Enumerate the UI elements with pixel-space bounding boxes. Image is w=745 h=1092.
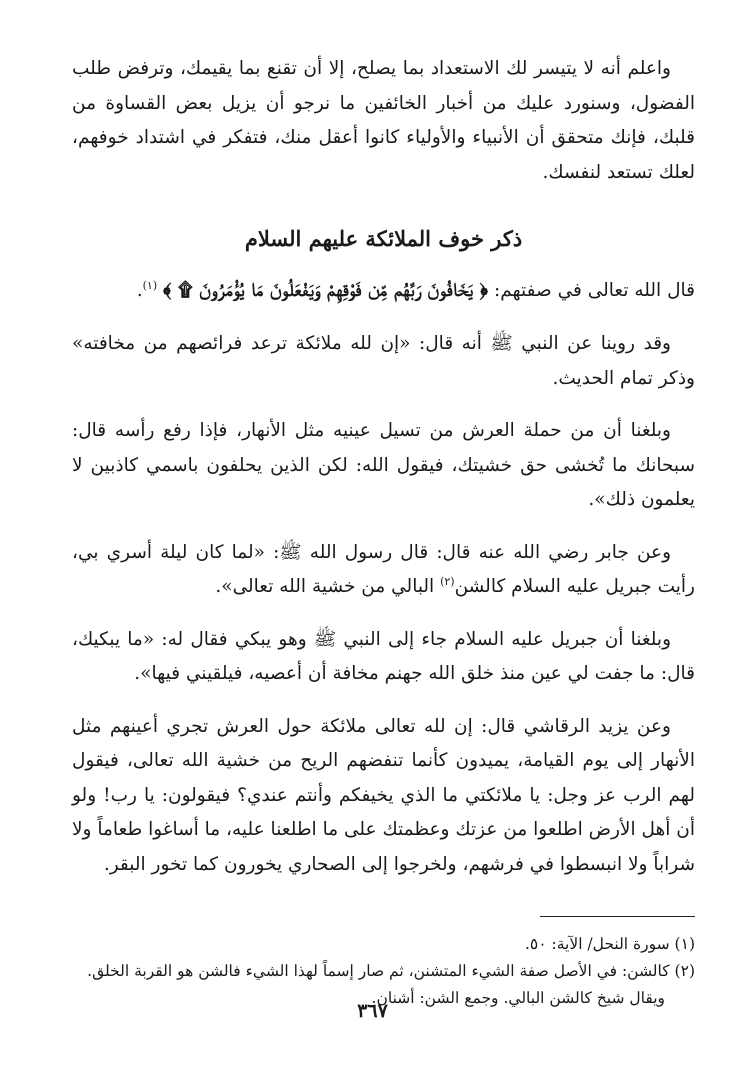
paragraph-jabir bbox=[72, 536, 695, 605]
paragraph-hadith-1-text: وقد روينا عن النبي ﷺ أنه قال: «إن لله ملائكة ترعد فرائصهم من مخافته» وذكر تمام الحديث. bbox=[72, 333, 695, 389]
paragraph-raqashi bbox=[72, 710, 695, 883]
paragraph-throne-bearers bbox=[72, 414, 695, 518]
footnote-2-continued: ويقال شيخ كالشن البالي. وجمع الشن: أشنان. bbox=[371, 989, 665, 1007]
footnote-1: (١) سورة النحل/ الآية: ٥٠. bbox=[524, 935, 695, 953]
footnote-ref-2: (٢) bbox=[440, 574, 455, 588]
footnote-2: (٢) كالشن: في الأصل صفة الشيء المتشنن، ثم صار إسماً لهذا الشيء فالشن هو القربة الخلق. bbox=[87, 962, 695, 980]
section-heading: ذكر خوف الملائكة عليهم السلام bbox=[244, 226, 523, 251]
page-body bbox=[72, 52, 695, 1012]
paragraph-raqashi-text: وعن يزيد الرقاشي قال: إن لله تعالى ملائكة حول العرش تجري أعينهم مثل الأنهار إلى يوم القيامة، يميدون كأنما تنفضهم الريح من خشية الله تعالى، فيقول لهم الرب عز وجل: يا ملائكتي ما الذي يخيفكم وأنتم عندي؟ فيقولون: يا رب! ولو أن أهل الأرض اطلعوا من عزتك وعظمتك على ما اطلعنا عليه، ما أساغوا طعاماً ولا شراباً ولا انبسطوا في فرشهم، ولخرجوا إلى الصحاري يخورون كما تخور البقر. bbox=[72, 715, 695, 875]
paragraph-jibril bbox=[72, 623, 695, 692]
footnote-ref-1: (١) bbox=[142, 278, 158, 292]
page-number: ٣٦٧ bbox=[357, 1000, 388, 1022]
footnote-divider bbox=[540, 916, 695, 917]
paragraph-jibril-text: وبلغنا أن جبريل عليه السلام جاء إلى النبي ﷺ وهو يبكي فقال له: «ما يبكيك، قال: ما جفت لي عين منذ خلق الله جهنم مخافة أن أعصيه، فيلقيني فيها». bbox=[72, 628, 695, 684]
paragraph-intro bbox=[72, 52, 695, 190]
paragraph-hadith-1 bbox=[72, 327, 695, 396]
paragraph-intro-text: واعلم أنه لا يتيسر لك الاستعداد بما يصلح، إلا أن تقنع بما يقيمك، وترفض طلب الفضول، وسنورد عليك من أخبار الخائفين ما نرجو أن يزيل بعض القساوة من قلبك، فإنك متحقق أن الأنبياء والأولياء كانوا أعقل منك، فتفكر في اشتداد خوفهم، لعلك تستعد لنفسك. bbox=[72, 58, 695, 183]
verse-intro: قال الله تعالى في صفتهم: bbox=[493, 280, 695, 301]
paragraph-jabir-text-b: البالي من خشية الله تعالى». bbox=[215, 576, 441, 597]
paragraph-jabir-text-a: وعن جابر رضي الله عنه قال: قال رسول الله ﷺ: «لما كان ليلة أسري بي، رأيت جبريل عليه السلام كالشن bbox=[72, 541, 695, 597]
paragraph-throne-bearers-text: وبلغنا أن من حملة العرش من تسيل عينيه مثل الأنهار، فإذا رفع رأسه قال: سبحانك ما تُخشى حق خشيتك، فيقول الله: لكن الذين يحلفون باسمي كاذبين لا يعلمون ذلك». bbox=[72, 420, 695, 510]
paragraph-verse bbox=[72, 272, 695, 309]
verse-end: . bbox=[136, 280, 143, 301]
quran-verse: ﴿ يَخَافُونَ رَبَّهُم مِّن فَوْقِهِمْ وَيَفْعَلُونَ مَا يُؤْمَرُونَ ۩ ﴾ bbox=[163, 279, 489, 301]
